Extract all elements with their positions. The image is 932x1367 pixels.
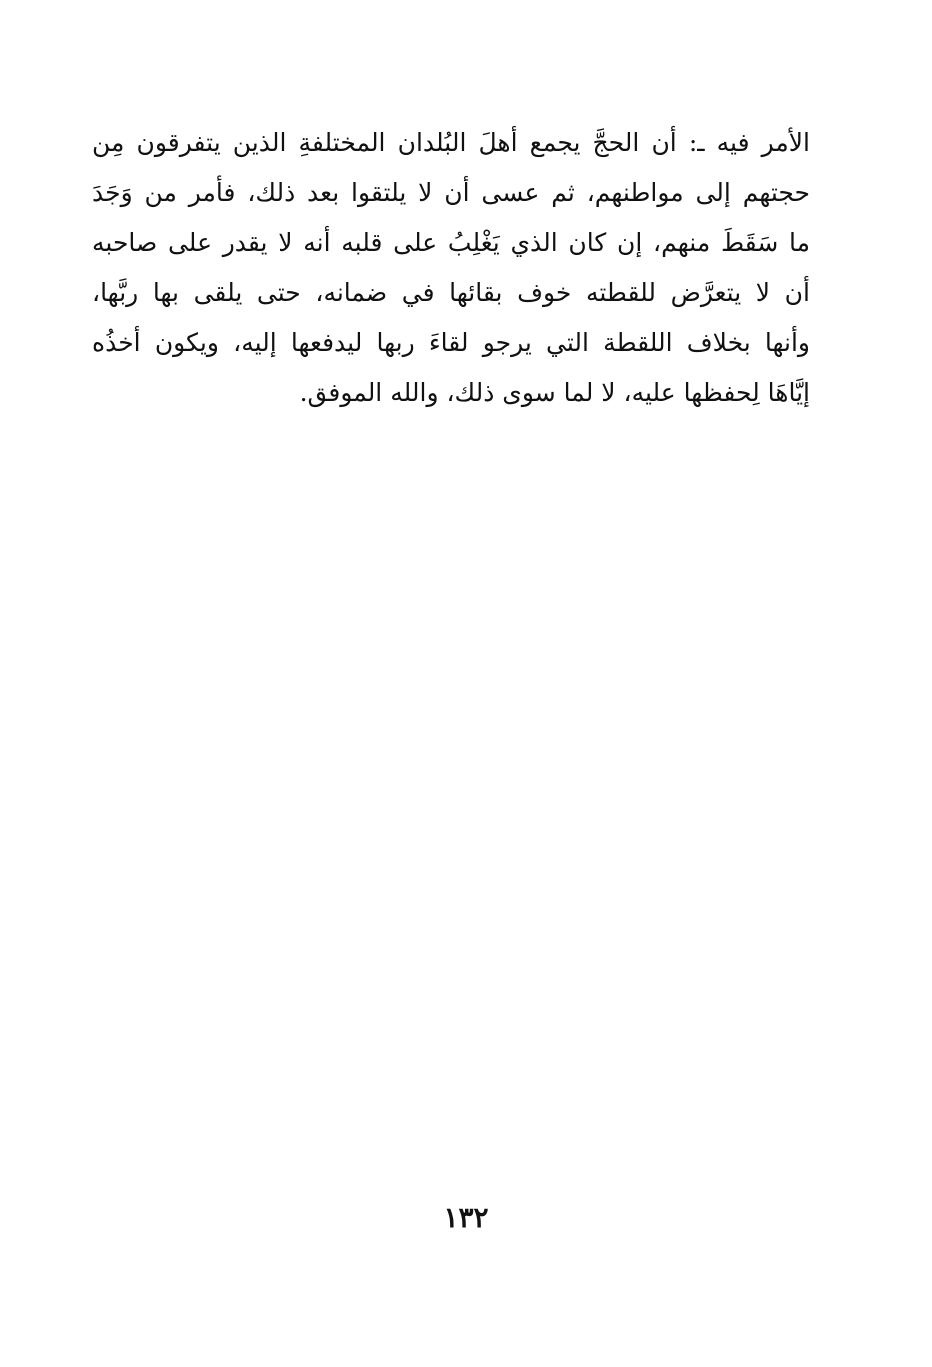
text-line-6: إيَّاهَا لِحفظها عليه، لا لما سوى ذلك، والله الموفق. (299, 378, 810, 407)
text-line-2: حجتهم إلى مواطنهم، ثم عسى أن لا يلتقوا بعد ذلك، فأمر من وَجَدَ (92, 178, 810, 207)
text-line-4: أن لا يتعرَّض للقطته خوف بقائها في ضمانه، حتى يلقى بها ربَّها، (92, 278, 810, 307)
text-line-3: ما سَقَطَ منهم، إن كان الذي يَغْلِبُ على قلبه أنه لا يقدر على صاحبه (92, 228, 810, 257)
text-line-1: الأمر فيه ـ: أن الحجَّ يجمع أهلَ البُلدان المختلفةِ الذين يتفرقون مِن (92, 128, 810, 157)
text-line-5: وأنها بخلاف اللقطة التي يرجو لقاءَ ربها ليدفعها إليه، ويكون أخذُه (92, 328, 810, 357)
body-paragraph (92, 118, 810, 418)
page-number: ١٣٢ (443, 1201, 489, 1234)
